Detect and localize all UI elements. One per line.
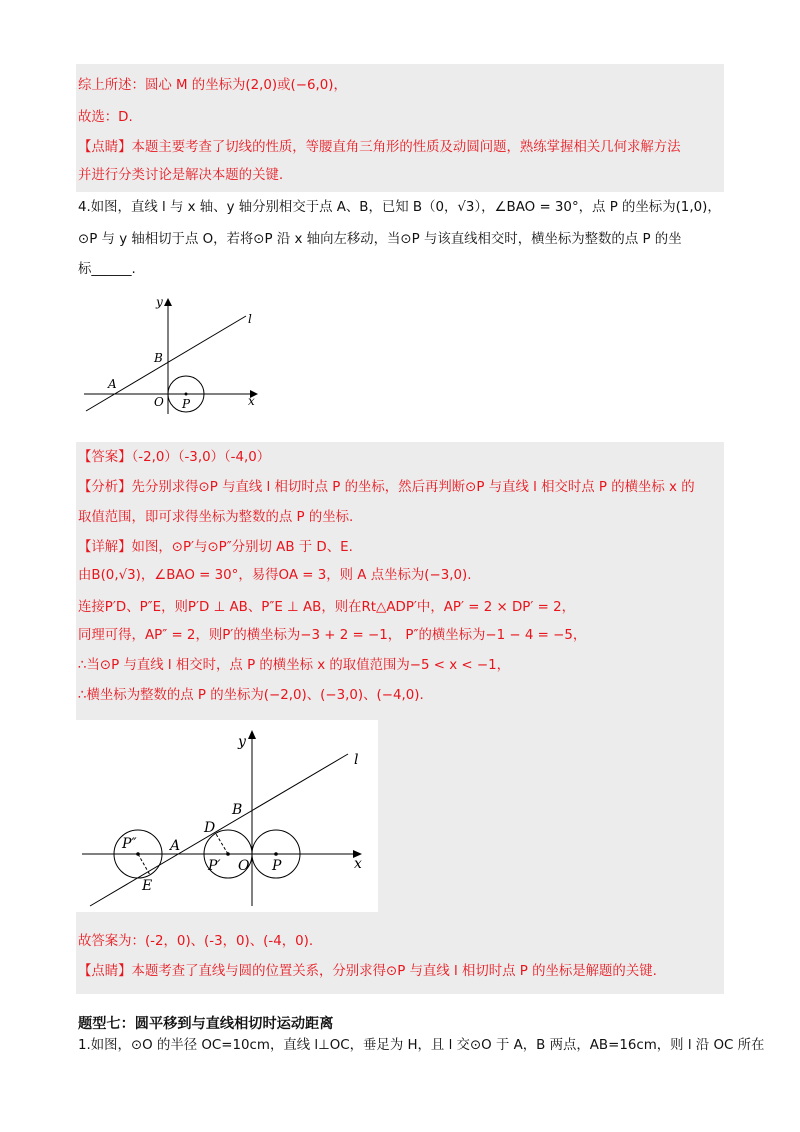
fig1-P-label: P [182,397,191,411]
detail-line-3: 连接P′D、P″E，则P′D ⊥ AB、P″E ⊥ AB，则在Rt△ADP′中，AP′ = 2 × DP′ = 2， [78,600,576,615]
figure-answer [76,720,378,912]
detail-line-6: ∴横坐标为整数的点 P 的坐标为(−2,0)、(−3,0)、(−4,0). [78,688,424,703]
detail-line-4: 同理可得，AP″ = 2，则P′的横坐标为−3 + 2 = −1， P″的横坐标为−1 − 4 = −5， [78,628,587,643]
fig2-A-label: A [170,838,181,854]
figure-question-4 [80,290,270,420]
fig1-A-label: A [108,377,117,391]
fig2-l-label: l [354,752,359,768]
fig2-D-label: D [204,820,216,836]
detail-line-1: 【详解】如图，⊙P′与⊙P″分别切 AB 于 D、E. [78,540,353,555]
question-4-line-3: 标______. [78,262,136,277]
solution-summary: 综上所述：圆心 M 的坐标为(2,0)或(−6,0)， [78,78,347,93]
fig2-B-label: B [232,802,243,818]
fig2-P-label: P [272,858,282,874]
section-question-1: 1.如图，⊙O 的半径 OC=10cm，直线 l⊥OC，垂足为 H，且 l 交⊙O 于 A，B 两点，AB=16cm，则 l 沿 OC 所在 [78,1038,765,1053]
analysis-line-2: 取值范围，即可求得坐标为整数的点 P 的坐标. [78,510,354,525]
fig1-y-label: y [156,295,163,309]
fig1-B-label: B [154,351,163,365]
detail-line-2: 由B(0,√3)，∠BAO = 30°，易得OA = 3，则 A 点坐标为(−3,0). [78,568,472,583]
solution-choice: 故选：D. [78,110,133,125]
fig1-l-label: l [248,312,252,326]
section-title: 题型七：圆平移到与直线相切时运动距离 [78,1016,334,1032]
fig2-P2-label: P″ [122,836,137,852]
answer-comment: 【点睛】本题考查了直线与圆的位置关系，分别求得⊙P 与直线 l 相切时点 P 的坐标是解题的关键. [78,964,657,979]
question-4-line-1: 4.如图，直线 l 与 x 轴、y 轴分别相交于点 A、B，已知 B（0，√3），∠BAO = 30°，点 P 的坐标为(1,0)， [78,200,721,215]
fig2-x-label: x [354,856,362,872]
comment-line-2: 并进行分类讨论是解决本题的关键. [78,168,284,183]
question-4-line-2: ⊙P 与 y 轴相切于点 O，若将⊙P 沿 x 轴向左移动，当⊙P 与该直线相交时，横坐标为整数的点 P 的坐 [78,232,682,247]
final-answer: 故答案为：(-2，0)、(-3，0)、(-4，0). [78,934,314,949]
fig2-O-label: O [238,858,250,874]
fig2-P1-label: P′ [208,858,221,874]
analysis-line-1: 【分析】先分别求得⊙P 与直线 l 相切时点 P 的坐标，然后再判断⊙P 与直线 l 相交时点 P 的横坐标 x 的 [78,480,695,495]
detail-line-5: ∴当⊙P 与直线 l 相交时，点 P 的横坐标 x 的取值范围为−5 < x < −1， [78,658,511,673]
fig1-O-label: O [154,395,164,409]
fig2-E-label: E [142,878,153,894]
comment-line-1: 【点睛】本题主要考查了切线的性质，等腰直角三角形的性质及动圆问题，熟练掌握相关几何求解方法 [78,140,681,155]
answer-line: 【答案】（-2,0）（-3,0）（-4,0） [78,450,271,465]
fig1-x-label: x [248,394,255,408]
fig2-y-label: y [238,734,246,750]
